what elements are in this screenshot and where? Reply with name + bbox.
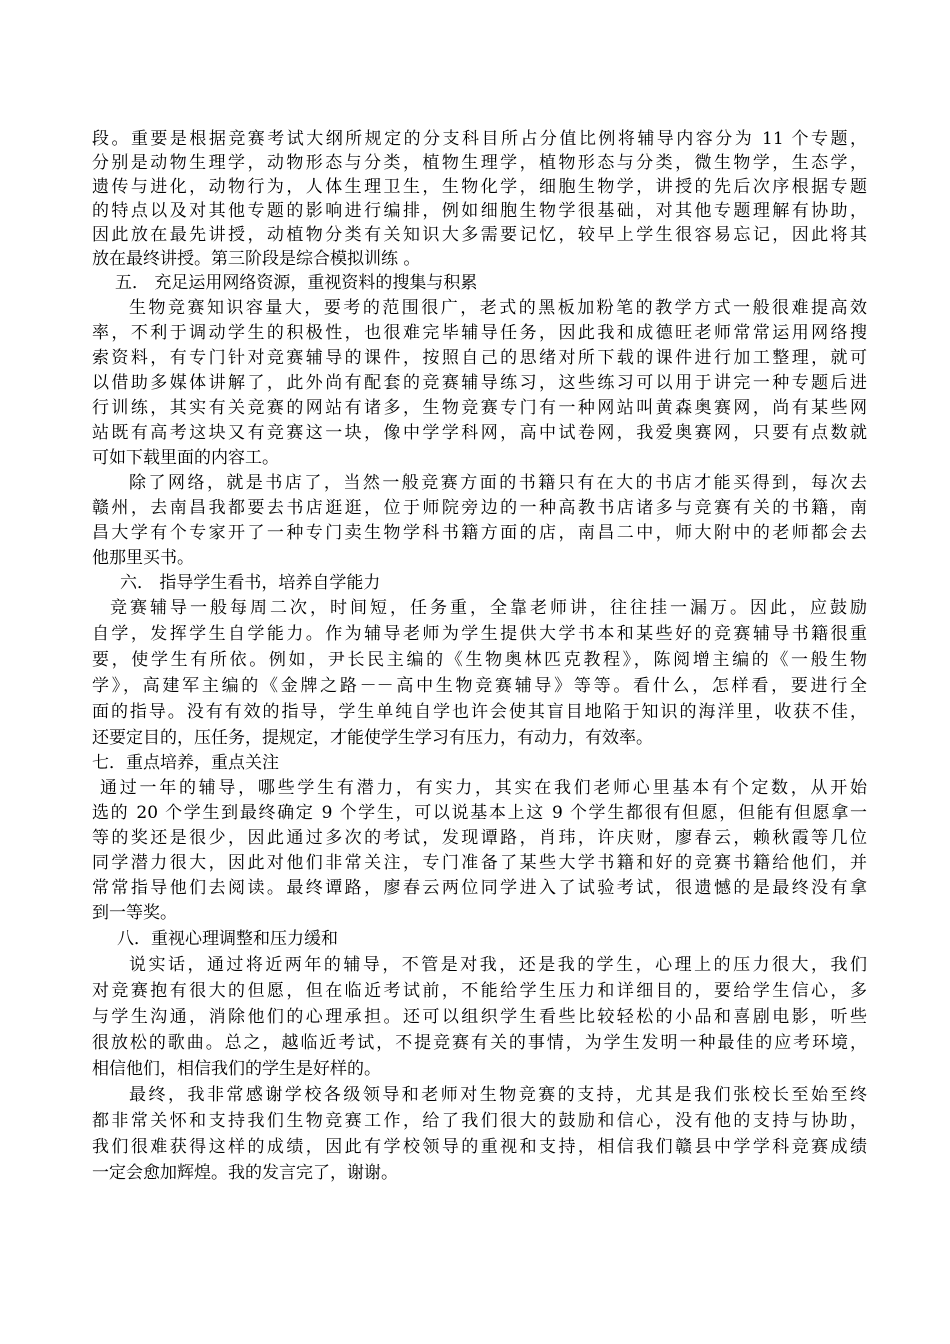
text-line: 面的指导。没有有效的指导，学生单纯自学也许会使其盲目地陷于知识的海洋里，收获不佳， bbox=[92, 702, 867, 722]
section-heading: 六． 指导学生看书，培养自学能力 bbox=[120, 573, 381, 593]
text-line: 可如下载里面的内容工。 bbox=[92, 448, 279, 468]
text-line: 他那里买书。 bbox=[92, 548, 194, 568]
text-line: 都非常关怀和支持我们生物竞赛工作，给了我们很大的鼓励和信心，没有他的支持与协助， bbox=[92, 1111, 867, 1131]
text-line: 一定会愈加辉煌。我的发言完了，谢谢。 bbox=[92, 1163, 398, 1183]
text-line: 生物竞赛知识容量大，要考的范围很广，老式的黑板加粉笔的教学方式一般很难提高效 bbox=[129, 298, 867, 318]
text-line: 与学生沟通，消除他们的心理承担。还可以组织学生看些比较轻松的小品和喜剧电影，听些 bbox=[92, 1007, 867, 1027]
section-heading: 五． 充足运用网络资源，重视资料的搜集与积累 bbox=[115, 273, 478, 293]
text-line: 还要定目的，压任务，提规定，才能使学生学习有压力，有动力，有效率。 bbox=[92, 728, 653, 748]
section-heading: 七．重点培养，重点关注 bbox=[92, 753, 279, 773]
text-line: 遗传与进化，动物行为，人体生理卫生，生物化学，细胞生物学，讲授的先后次序根据专题 bbox=[92, 177, 867, 197]
text-line: 对竞赛抱有很大的但愿，但在临近考试前，不能给学生压力和详细目的，要给学生信心，多 bbox=[92, 981, 867, 1001]
text-line: 竞赛辅导一般每周二次，时间短，任务重，全靠老师讲，往往挂一漏万。因此，应鼓励 bbox=[110, 598, 867, 618]
text-line: 说实话，通过将近两年的辅导，不管是对我，还是我的学生，心理上的压力很大，我们 bbox=[129, 955, 867, 975]
text-line: 分别是动物生理学，动物形态与分类，植物生理学，植物形态与分类，微生物学，生态学， bbox=[92, 153, 867, 173]
text-line: 自学，发挥学生自学能力。作为辅导老师为学生提供大学书本和某些好的竞赛辅导书籍很重 bbox=[92, 624, 867, 644]
text-line: 段。重要是根据竞赛考试大纲所规定的分支科目所占分值比例将辅导内容分为 11 个专题， bbox=[92, 129, 867, 149]
text-line: 放在最终讲授。第三阶段是综合模拟训练 。 bbox=[92, 249, 421, 269]
text-line: 通过一年的辅导，哪些学生有潜力，有实力，其实在我们老师心里基本有个定数，从开始 bbox=[100, 778, 867, 798]
text-line: 行训练，其实有关竞赛的网站有诸多，生物竞赛专门有一种网站叫黄森奥赛网，尚有某些网 bbox=[92, 398, 867, 418]
text-line: 很放松的歌曲。总之，越临近考试，不提竞赛有关的事情，为学生发明一种最佳的应考环境， bbox=[92, 1033, 867, 1053]
text-line: 我们很难获得这样的成绩，因此有学校领导的重视和支持，相信我们赣县中学学科竞赛成绩 bbox=[92, 1137, 867, 1157]
text-line: 站既有高考这块又有竞赛这一块，像中学学科网，高中试卷网，我爱奥赛网，只要有点数就 bbox=[92, 423, 867, 443]
text-line: 率，不利于调动学生的积极性，也很难完毕辅导任务，因此我和成德旺老师常常运用网络搜 bbox=[92, 323, 867, 343]
text-line: 相信他们，相信我们的学生是好样的。 bbox=[92, 1059, 381, 1079]
text-line: 索资料，有专门针对竞赛辅导的课件，按照自己的思绪对所下载的课件进行加工整理，就可 bbox=[92, 348, 867, 368]
text-line: 因此放在最先讲授，动植物分类有关知识大多需要记忆，较早上学生很容易忘记，因此将其 bbox=[92, 225, 867, 245]
text-line: 选的 20 个学生到最终确定 9 个学生，可以说基本上这 9 个学生都很有但愿，但能有但愿拿一 bbox=[92, 803, 867, 823]
section-heading: 八．重视心理调整和压力缓和 bbox=[117, 929, 338, 949]
text-line: 赣州，去南昌我都要去书店逛逛，位于师院旁边的一种高教书店诸多与竞赛有关的书籍，南 bbox=[92, 498, 867, 518]
text-line: 等的奖还是很少，因此通过多次的考试，发现谭路，肖玮，许庆财，廖春云，赖秋霞等几位 bbox=[92, 828, 867, 848]
text-line: 要，使学生有所依。例如，尹长民主编的《生物奥林匹克教程》，陈阅增主编的《一般生物 bbox=[92, 650, 867, 670]
text-line: 的特点以及对其他专题的影响进行编排，例如细胞生物学很基础，对其他专题理解有协助， bbox=[92, 201, 867, 221]
text-line: 到一等奖。 bbox=[92, 903, 177, 923]
text-line: 学》，高建军主编的《金牌之路－－高中生物竞赛辅导》等等。看什么，怎样看，要进行全 bbox=[92, 676, 867, 696]
text-line: 除了网络，就是书店了，当然一般竞赛方面的书籍只有在大的书店才能买得到，每次去 bbox=[129, 473, 867, 493]
text-line: 以借助多媒体讲解了，此外尚有配套的竞赛辅导练习，这些练习可以用于讲完一种专题后进 bbox=[92, 373, 867, 393]
text-line: 最终，我非常感谢学校各级领导和老师对生物竞赛的支持，尤其是我们张校长至始至终 bbox=[129, 1085, 867, 1105]
text-line: 常常指导他们去阅读。最终谭路，廖春云两位同学进入了试验考试，很遗憾的是最终没有拿 bbox=[92, 878, 867, 898]
text-line: 同学潜力很大，因此对他们非常关注，专门准备了某些大学书籍和好的竞赛书籍给他们，并 bbox=[92, 853, 867, 873]
text-line: 昌大学有个专家开了一种专门卖生物学科书籍方面的店，南昌二中，师大附中的老师都会去 bbox=[92, 523, 867, 543]
